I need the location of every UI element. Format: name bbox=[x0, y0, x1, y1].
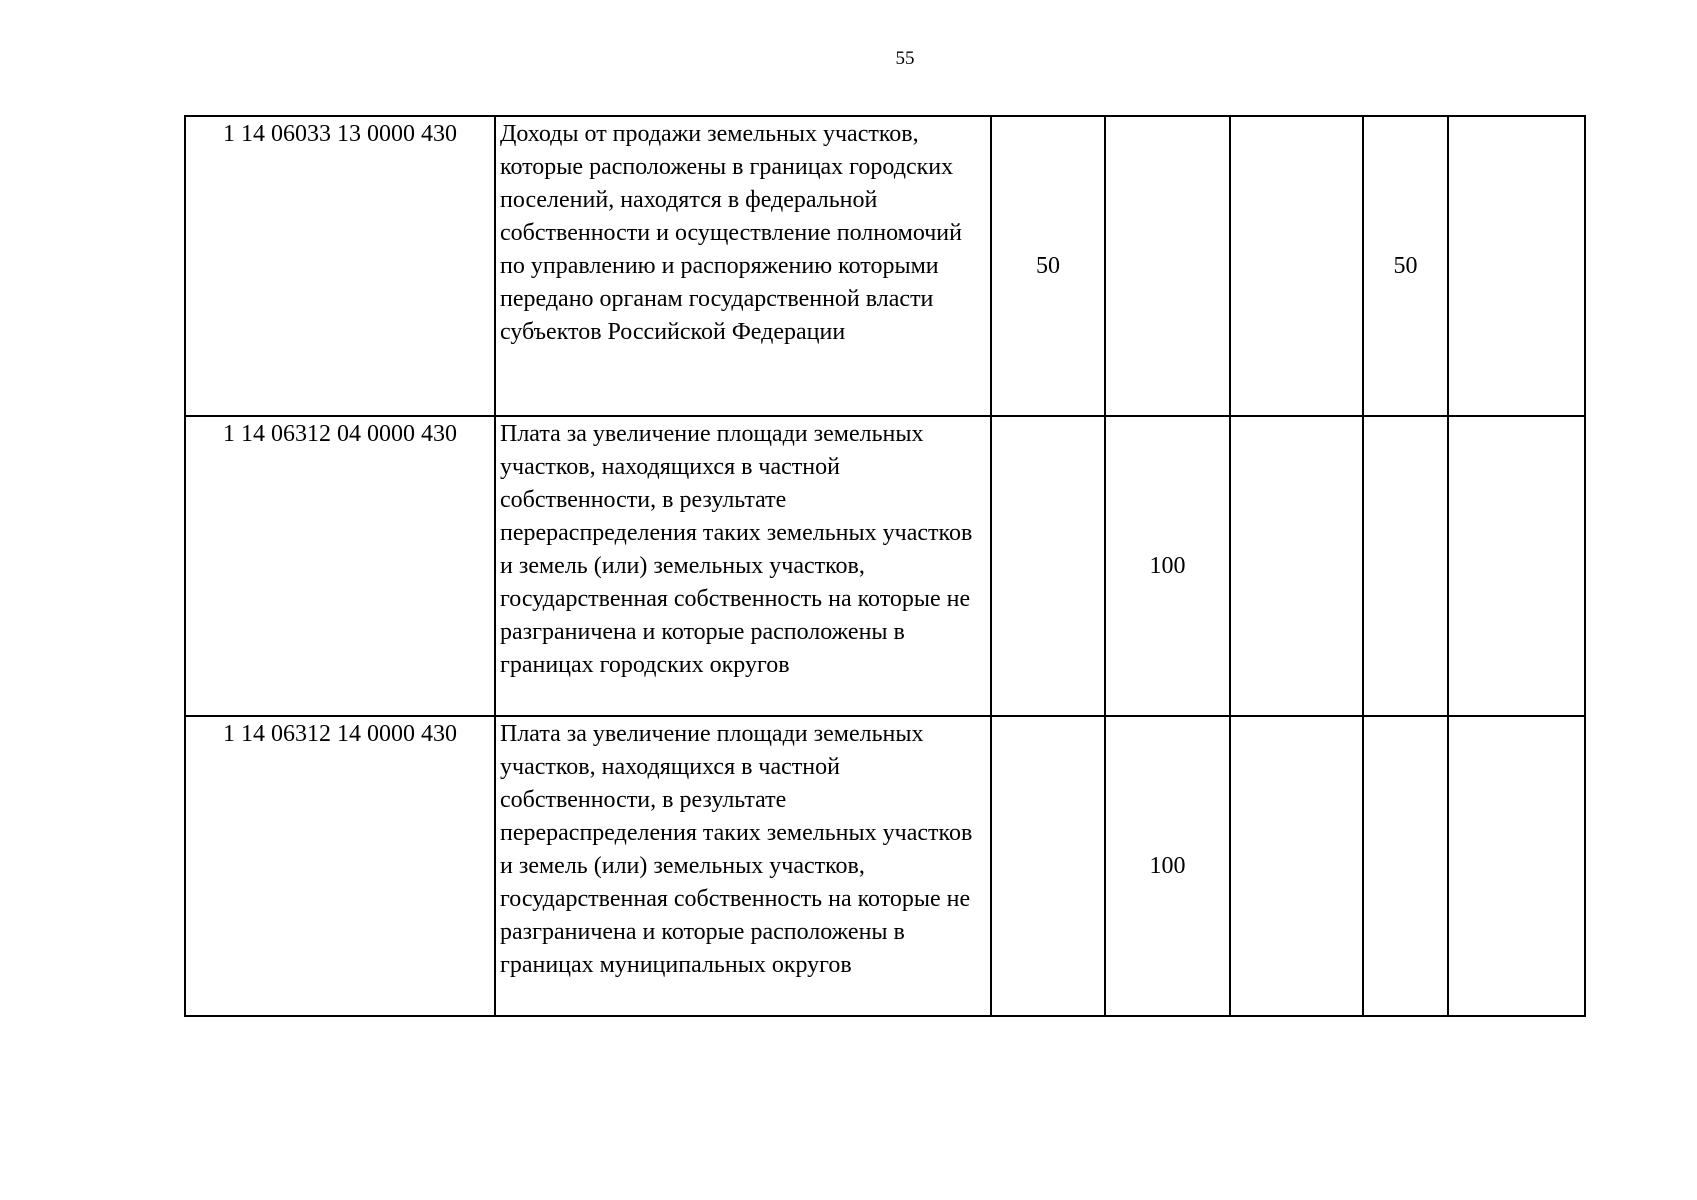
table-row bbox=[185, 116, 1585, 416]
table-row bbox=[185, 716, 1585, 1016]
page-number: 55 bbox=[895, 48, 915, 69]
revenue-code-cell: 1 14 06033 13 0000 430 bbox=[185, 116, 495, 416]
value-cell-col-3 bbox=[1230, 716, 1363, 1016]
revenue-table bbox=[184, 115, 1586, 1017]
value-cell-col-5 bbox=[1448, 716, 1585, 1016]
value-cell-col-4 bbox=[1363, 716, 1448, 1016]
value-cell-col-2: 100 bbox=[1105, 716, 1230, 1016]
value-cell-col-3 bbox=[1230, 116, 1363, 416]
value-cell-col-1 bbox=[991, 416, 1105, 716]
table-row bbox=[185, 416, 1585, 716]
value-cell-col-1: 50 bbox=[991, 116, 1105, 416]
revenue-code-cell: 1 14 06312 04 0000 430 bbox=[185, 416, 495, 716]
revenue-description-cell: Плата за увеличение площади земельных участков, находящихся в частной собственности, в результате перераспределения таких земельных участков и земель (или) земельных участков, государственная собственность на которые не разграничена и которые расположены в границах муниципальных округов bbox=[495, 716, 991, 1016]
value-cell-col-2 bbox=[1105, 116, 1230, 416]
revenue-description-cell: Доходы от продажи земельных участков, которые расположены в границах городских поселений, находятся в федеральной собственности и осуществление полномочий по управлению и распоряжению которыми передано органам государственной власти субъектов Российской Федерации bbox=[495, 116, 991, 416]
value-cell-col-1 bbox=[991, 716, 1105, 1016]
revenue-code-cell: 1 14 06312 14 0000 430 bbox=[185, 716, 495, 1016]
value-cell-col-3 bbox=[1230, 416, 1363, 716]
value-cell-col-5 bbox=[1448, 416, 1585, 716]
revenue-description-cell: Плата за увеличение площади земельных участков, находящихся в частной собственности, в результате перераспределения таких земельных участков и земель (или) земельных участков, государственная собственность на которые не разграничена и которые расположены в границах городских округов bbox=[495, 416, 991, 716]
value-cell-col-2: 100 bbox=[1105, 416, 1230, 716]
value-cell-col-5 bbox=[1448, 116, 1585, 416]
value-cell-col-4 bbox=[1363, 416, 1448, 716]
value-cell-col-4: 50 bbox=[1363, 116, 1448, 416]
